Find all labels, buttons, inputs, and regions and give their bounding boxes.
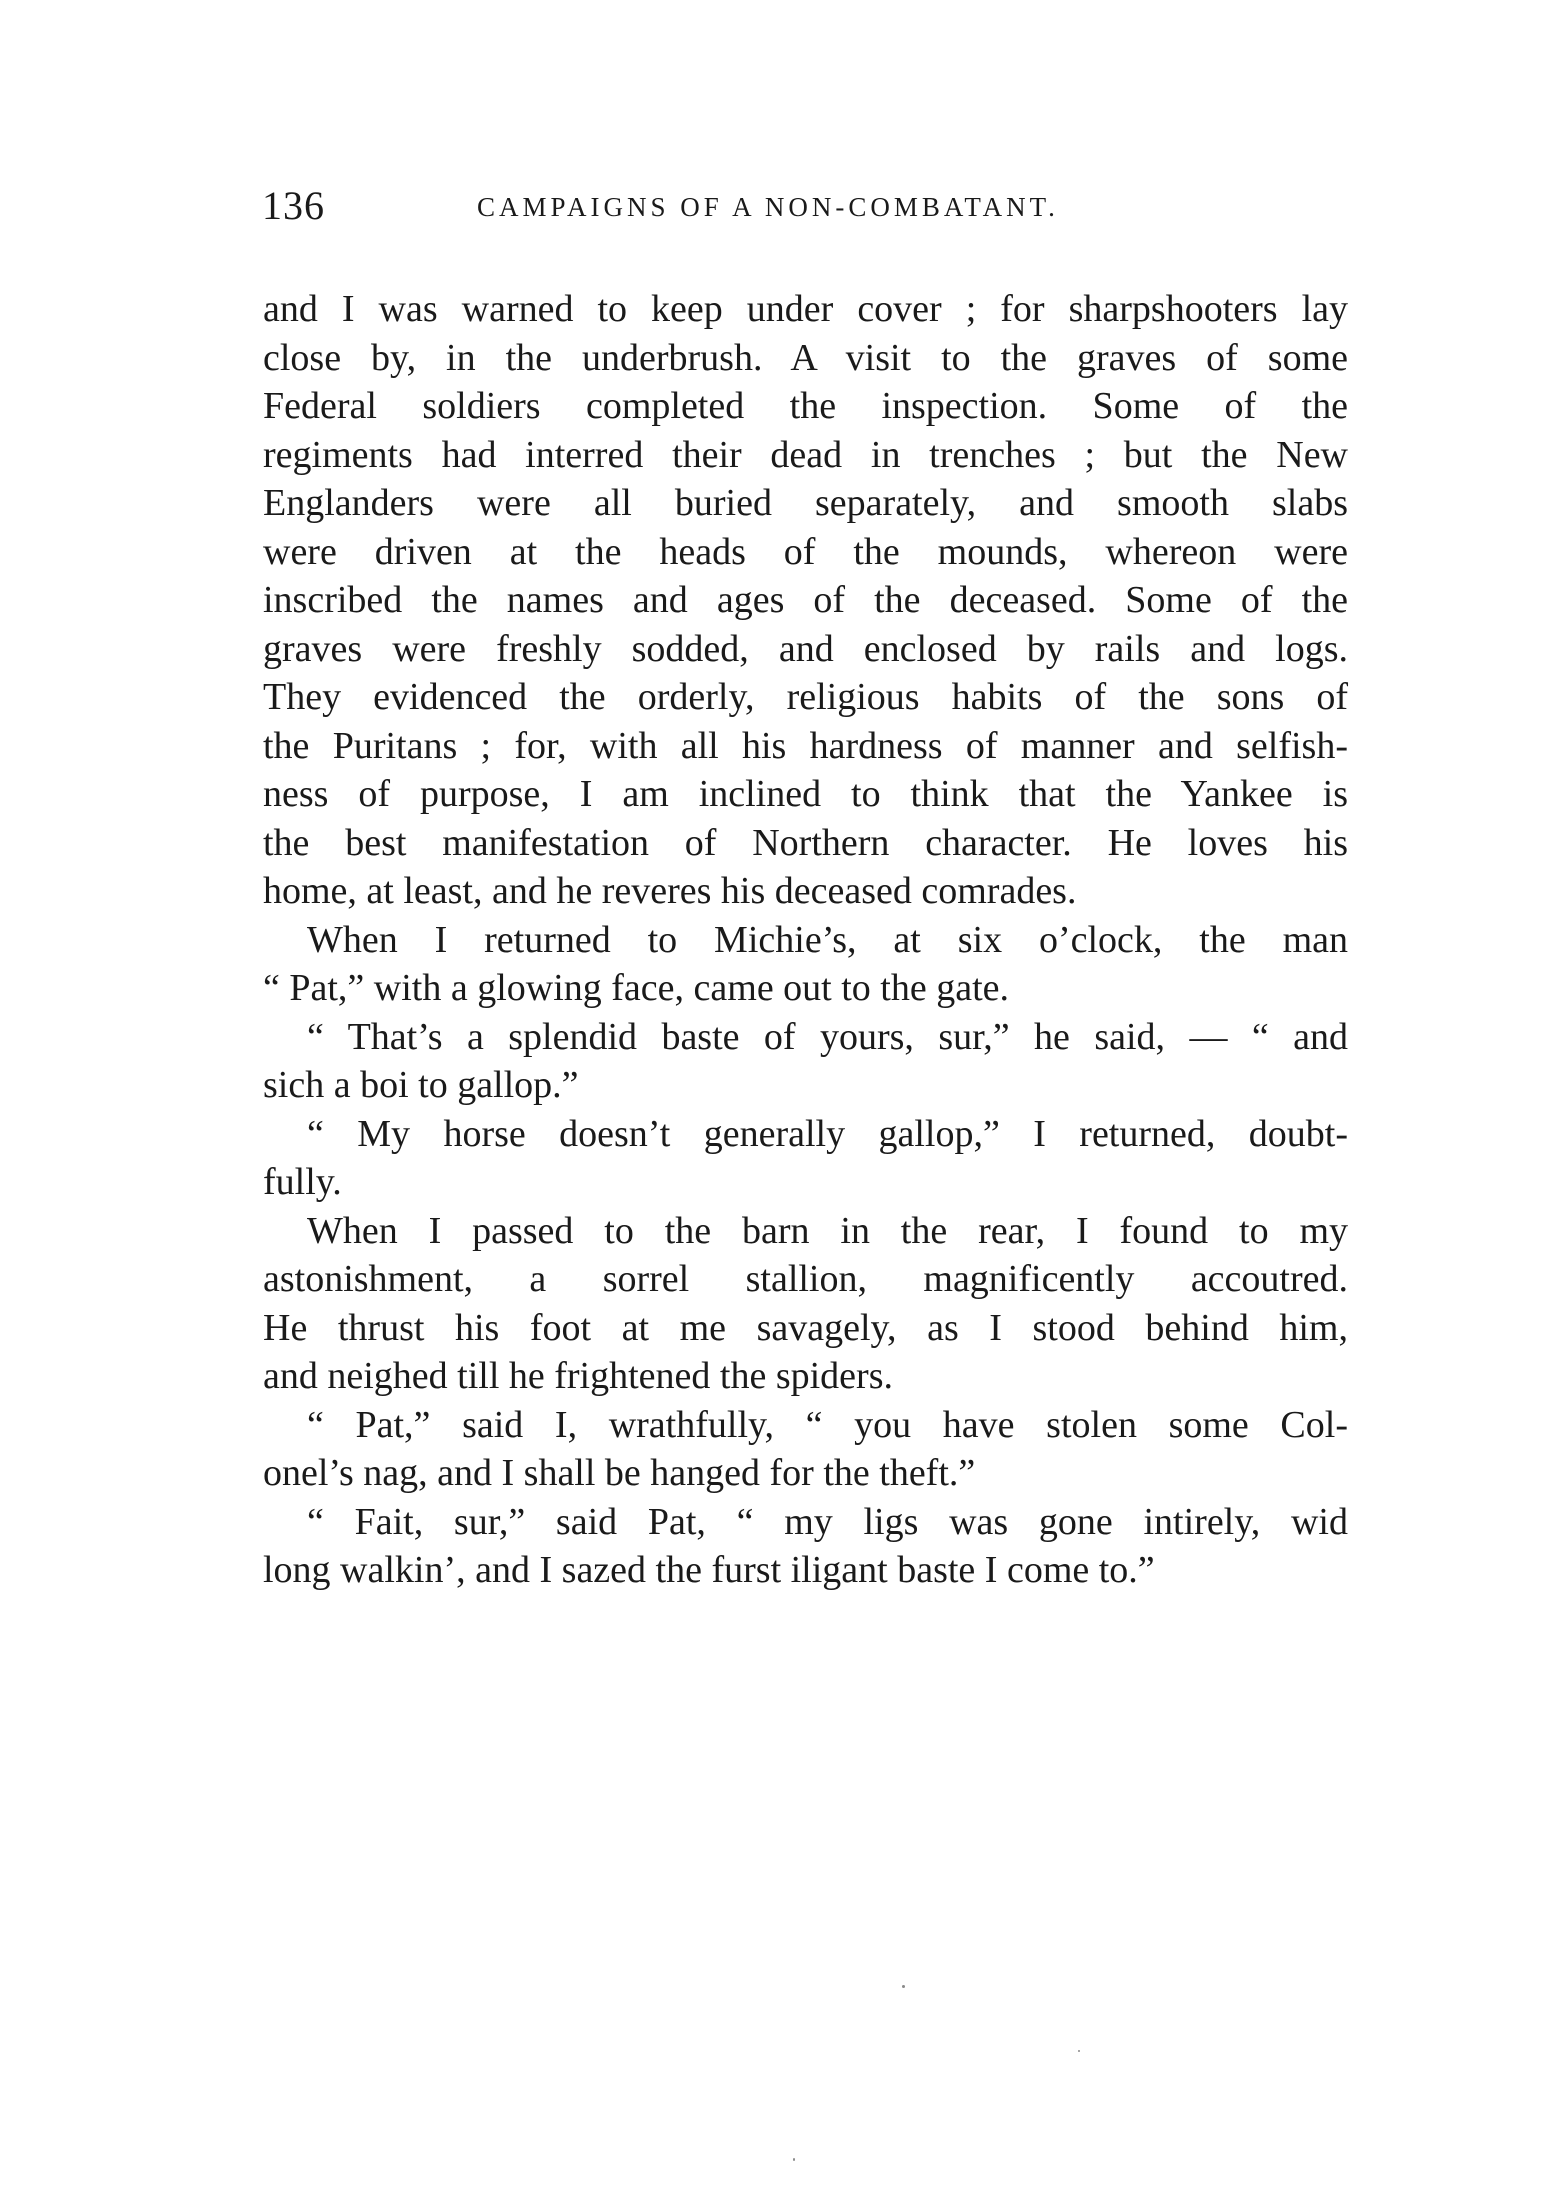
text-line: “ That’s a splendid baste of yours, sur,” he said, — “ and [307, 1015, 1348, 1058]
text-line: When I returned to Michie’s, at six o’clock, the man [307, 918, 1348, 961]
text-line: “ My horse doesn’t generally gallop,” I returned, doubt- [307, 1112, 1348, 1155]
text-line: and I was warned to keep under cover ; for sharpshooters lay [263, 288, 1348, 330]
text-line: were driven at the heads of the mounds, whereon were [263, 530, 1348, 573]
text-line: and neighed till he frightened the spiders. [263, 1355, 893, 1397]
paper-speck [902, 1985, 905, 1988]
running-title: CAMPAIGNS OF A NON-COMBATANT. [477, 192, 1059, 222]
text-line: He thrust his foot at me savagely, as I stood behind him, [263, 1306, 1348, 1349]
paper-speck [1078, 2050, 1080, 2052]
body-text [263, 285, 1348, 1595]
text-line: Federal soldiers completed the inspection. Some of the [263, 385, 1348, 427]
text-line: Englanders were all buried separately, and smooth slabs [263, 482, 1348, 524]
text-line: sich a boi to gallop.” [263, 1064, 579, 1106]
text-line: fully. [263, 1161, 342, 1203]
text-line: When I passed to the barn in the rear, I found to my [307, 1209, 1348, 1252]
text-line: the best manifestation of Northern character. He loves his [263, 821, 1348, 864]
page-number: 136 [262, 183, 325, 228]
running-head [262, 182, 1362, 242]
text-line: close by, in the underbrush. A visit to the graves of some [263, 336, 1348, 379]
text-line: graves were freshly sodded, and enclosed by rails and logs. [263, 627, 1348, 670]
text-line: long walkin’, and I sazed the furst iligant baste I come to.” [263, 1549, 1155, 1591]
text-line: astonishment, a sorrel stallion, magnificently accoutred. [263, 1258, 1348, 1300]
text-line: They evidenced the orderly, religious habits of the sons of [263, 676, 1348, 718]
text-line: regiments had interred their dead in trenches ; but the New [263, 433, 1348, 476]
text-line: “ Pat,” said I, wrathfully, “ you have stolen some Col- [307, 1403, 1348, 1446]
text-line: ness of purpose, I am inclined to think that the Yankee is [263, 773, 1348, 815]
text-line: inscribed the names and ages of the deceased. Some of the [263, 579, 1348, 621]
text-line: “ Fait, sur,” said Pat, “ my ligs was gone intirely, wid [307, 1500, 1348, 1543]
text-line: home, at least, and he reveres his deceased comrades. [263, 870, 1077, 912]
text-line: the Puritans ; for, with all his hardness of manner and selfish- [263, 724, 1348, 767]
text-line: onel’s nag, and I shall be hanged for the theft.” [263, 1452, 976, 1494]
text-line: “ Pat,” with a glowing face, came out to the gate. [263, 967, 1010, 1009]
paper-speck [793, 2158, 795, 2161]
